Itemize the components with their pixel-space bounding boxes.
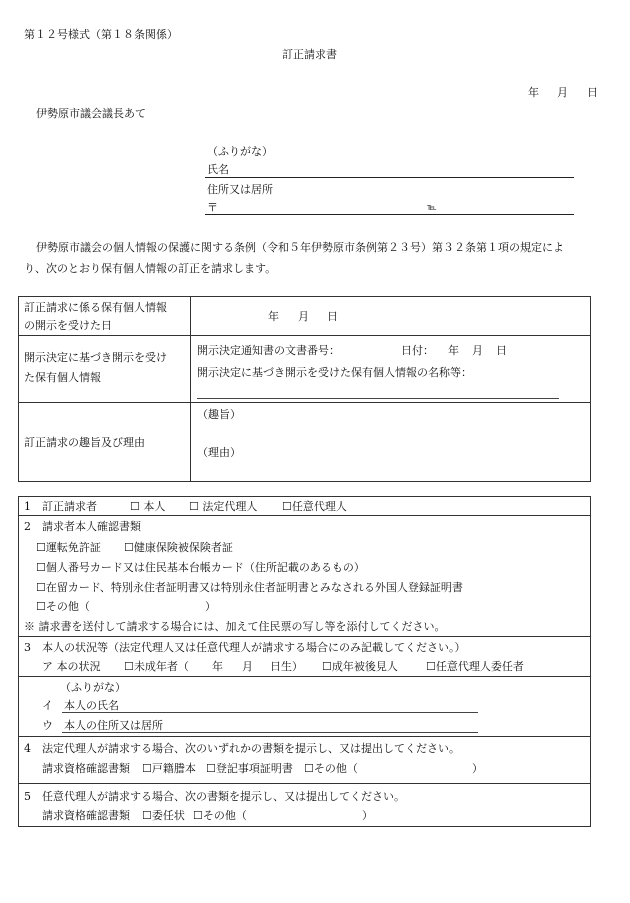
row3-reason: （理由） [197,446,241,459]
s3-i-label: イ 本人の氏名 [42,699,119,712]
table2-divider-5 [18,783,591,784]
row2-date-label: 日付： [401,344,434,357]
requester-furigana: （ふりがな） [207,145,273,158]
s3-a-minor[interactable]: ☐未成年者（ [124,660,189,673]
name-underline[interactable] [205,177,574,178]
table2-divider-3 [18,676,591,677]
s2-my-number-card[interactable]: ☐個人番号カード又は住民基本台帳カード（住所記載のあるもの） [36,561,365,574]
s1-opt-self[interactable]: ☐ 本人 [130,500,166,513]
row2-doc-number: 開示決定通知書の文書番号： [197,344,340,357]
table1-row-divider-2 [18,402,591,403]
s2-other-close: ） [205,600,216,613]
row2-year: 年 [448,344,459,357]
page-title: 訂正請求書 [282,48,337,61]
s3-a-year: 年 [212,660,223,673]
addressee: 伊勢原市議会議長あて [36,107,146,120]
address-underline[interactable] [205,214,574,215]
s2-driver-license[interactable]: ☐運転免許証 [36,541,101,554]
s4-family-register[interactable]: ☐戸籍謄本 [142,762,196,775]
s4-other-close: ） [472,762,483,775]
s4-docs-label: 請求資格確認書類 [42,762,130,775]
row1-month: 月 [298,310,309,323]
s4-num: 4 [24,742,31,755]
s1-label: 訂正請求者 [42,500,97,513]
row2-month: 月 [472,344,483,357]
s2-num: 2 [24,520,31,533]
s1-opt-legal-agent[interactable]: ☐ 法定代理人 [189,500,258,513]
s4-other[interactable]: ☐その他（ [304,762,358,775]
table2-divider-4 [18,736,591,737]
row3-purpose: （趣旨） [197,408,241,421]
intro-line-1: 伊勢原市議会の個人情報の保護に関する条例（令和５年伊勢原市条例第２３号）第３２条第１項の規定によ [36,241,564,254]
s3-name-underline[interactable] [62,712,478,713]
s2-health-insurance[interactable]: ☐健康保険被保険者証 [124,541,233,554]
s1-opt-voluntary-agent[interactable]: ☐任意代理人 [282,500,347,513]
table1-row-divider-1 [18,335,591,336]
row2-label-1: 開示決定に基づき開示を受け [24,351,167,364]
row2-info-underline[interactable] [197,398,559,399]
table2-divider-1 [18,515,591,516]
s3-label: 本人の状況等（法定代理人又は任意代理人が請求する場合にのみ記載してください。） [42,641,466,654]
table1-divider [190,296,191,482]
date-month: 月 [557,86,568,99]
s3-a-label: ア 本の状況 [42,660,101,673]
intro-line-2: り、次のとおり保有個人情報の訂正を請求します。 [24,262,277,275]
row3-label: 訂正請求の趣旨及び理由 [24,436,145,449]
postal-mark: 〒 [207,201,218,214]
s5-label: 任意代理人が請求する場合、次の書類を提示し、又は提出してください。 [42,790,405,803]
s5-other-close: ） [362,809,373,822]
s3-a-born: 日生） [270,660,303,673]
row1-year: 年 [268,310,279,323]
form-id: 第１２号様式（第１８条関係） [24,28,178,41]
s1-num: 1 [24,500,31,513]
requester-address-label: 住所又は居所 [207,183,273,196]
s5-num: 5 [24,790,31,803]
s3-a-month: 月 [242,660,253,673]
s3-a-voluntary-principal[interactable]: ☐任意代理人委任者 [426,660,524,673]
row2-day: 日 [496,344,507,357]
s3-u-label: ウ 本人の住所又は居所 [42,719,163,732]
s2-other[interactable]: ☐その他（ [36,600,90,613]
s5-docs-label: 請求資格確認書類 [42,809,130,822]
s4-label: 法定代理人が請求する場合、次のいずれかの書類を提示し、又は提出してください。 [42,742,460,755]
date-year: 年 [528,86,539,99]
row1-day: 日 [327,310,338,323]
s2-label: 請求者本人確認書類 [42,520,141,533]
s2-residence-card[interactable]: ☐在留カード、特別永住者証明書又は特別永住者証明書とみなされる外国人登録証明書 [36,581,463,594]
date-day: 日 [587,86,598,99]
requester-name-label: 氏名 [207,163,229,176]
row2-info-name: 開示決定に基づき開示を受けた保有個人情報の名称等： [197,366,472,379]
row2-label-2: た保有個人情報 [24,371,101,384]
s3-address-underline[interactable] [62,732,478,733]
s3-furigana: （ふりがな） [60,681,126,694]
s3-num: 3 [24,641,31,654]
s5-other[interactable]: ☐その他（ [193,809,247,822]
s5-power-of-attorney[interactable]: ☐委任状 [142,809,185,822]
s4-registry-cert[interactable]: ☐登記事項証明書 [206,762,293,775]
row1-label-1: 訂正請求に係る保有個人情報 [24,301,167,314]
tel-mark: ℡ [427,203,437,213]
table2-divider-2 [18,636,591,637]
s2-note: ※ 請求書を送付して請求する場合には、加えて住民票の写し等を添付してください。 [24,620,446,633]
s3-a-adult-guardian[interactable]: ☐成年被後見人 [322,660,398,673]
row1-label-2: の開示を受けた日 [24,319,112,332]
